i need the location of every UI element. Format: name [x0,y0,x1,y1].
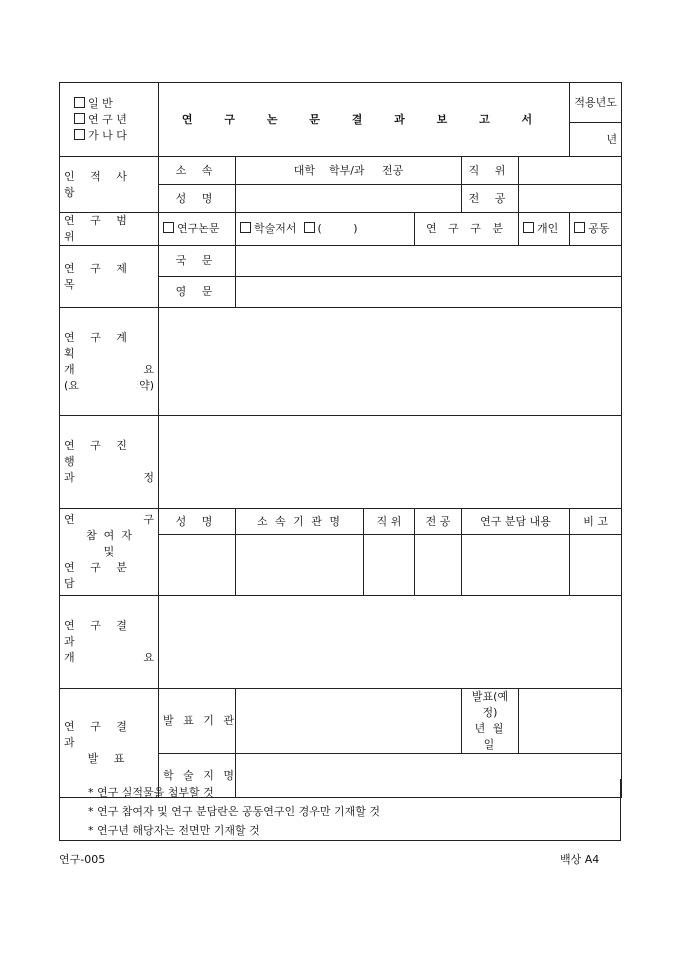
division-label: 연 구 구 분 [415,213,519,246]
progress-label: 연 구 진 행 과 정 [60,416,159,509]
korean-title-field[interactable] [236,246,622,277]
position-field[interactable] [519,157,622,185]
member-position-field[interactable] [364,535,415,596]
member-institution-field[interactable] [236,535,364,596]
member-major-field[interactable] [415,535,462,596]
english-title-field[interactable] [236,277,622,308]
col-institution: 소 속 기 관 명 [236,509,364,535]
research-title-label: 연 구 제 목 [60,246,159,308]
person-section-label: 인 적 사 항 [60,157,159,213]
publish-date-label: 발표(예정) 년 월 일 [462,689,519,754]
note-item: * 연구 참여자 및 연구 분담란은 공동연구인 경우만 기재할 것 [88,805,380,818]
member-role-field[interactable] [462,535,570,596]
year-label: 적용년도 [570,83,622,123]
checkbox-book[interactable] [240,222,251,233]
major-label: 전 공 [462,185,519,213]
col-position: 직 위 [364,509,415,535]
affil-label: 소 속 [159,157,236,185]
scope-label: 연 구 범 위 [60,213,159,246]
publish-label: 연 구 결 과 발 표 [60,689,159,798]
korean-title-label: 국 문 [159,246,236,277]
year-unit: 년 [570,123,622,157]
col-name: 성 명 [159,509,236,535]
checkbox-other[interactable] [304,222,315,233]
note-item: * 연구 실적물을 첨부할 것 [88,786,214,799]
plan-field[interactable] [159,308,622,416]
progress-field[interactable] [159,416,622,509]
result-label: 연 구 결 과 개 요 [60,596,159,689]
col-remarks: 비 고 [570,509,622,535]
position-label: 직 위 [462,157,519,185]
report-form: 일 반 연 구 년 가 나 다 연 구 논 문 결 과 보 고 서 적용년도 년 인 적 사 항 소 속 대학 학부/과 전공 직 위 성 명 전 공 연 구 범 위 연구논문 학술저서 ( ) 연 구 구 분 개인 공동 연 구 제 목 국 문 영 문 연 구 계 획 개 요 (요 약) 연 구 진 행 과 정 연 구 참 여 자 및 연 구 분 담 성 명 소 속 기 관 명 직 위 전 공 연구 분담 내용 비 고 연 구 결 과 개 요 연 구 결 과 발 표 발 표 기 관 발표(예정) 년 월 일 학 술 지 명 [59,82,622,798]
col-major: 전 공 [415,509,462,535]
english-title-label: 영 문 [159,277,236,308]
category-checks: 일 반 연 구 년 가 나 다 [60,83,159,157]
name-field[interactable] [236,185,462,213]
member-name-field[interactable] [159,535,236,596]
checkbox-ganada[interactable] [74,129,85,140]
form-frame [59,82,621,842]
member-remarks-field[interactable] [570,535,622,596]
major-field[interactable] [519,185,622,213]
note-item: * 연구년 해당자는 전면만 기재할 것 [88,824,260,837]
publish-org-label: 발 표 기 관 [159,689,236,754]
checkbox-joint[interactable] [574,222,585,233]
checkbox-paper[interactable] [163,222,174,233]
plan-label: 연 구 계 획 개 요 (요 약) [60,308,159,416]
name-label: 성 명 [159,185,236,213]
checkbox-individual[interactable] [523,222,534,233]
notes [59,779,621,841]
publish-date-field[interactable] [519,689,622,754]
page-title: 연 구 논 문 결 과 보 고 서 [159,83,570,157]
checkbox-sabbatical[interactable] [74,113,85,124]
form-code: 연구-005 [59,853,106,866]
checkbox-general[interactable] [74,97,85,108]
members-label: 연 구 참 여 자 및 연 구 분 담 [60,509,159,596]
result-field[interactable] [159,596,622,689]
publish-org-field[interactable] [236,689,462,754]
affil-field[interactable]: 대학 학부/과 전공 [236,157,462,185]
journal-label: 학 술 지 명 [159,754,236,798]
paper-size: 백상 A4 [560,853,600,866]
col-role: 연구 분담 내용 [462,509,570,535]
